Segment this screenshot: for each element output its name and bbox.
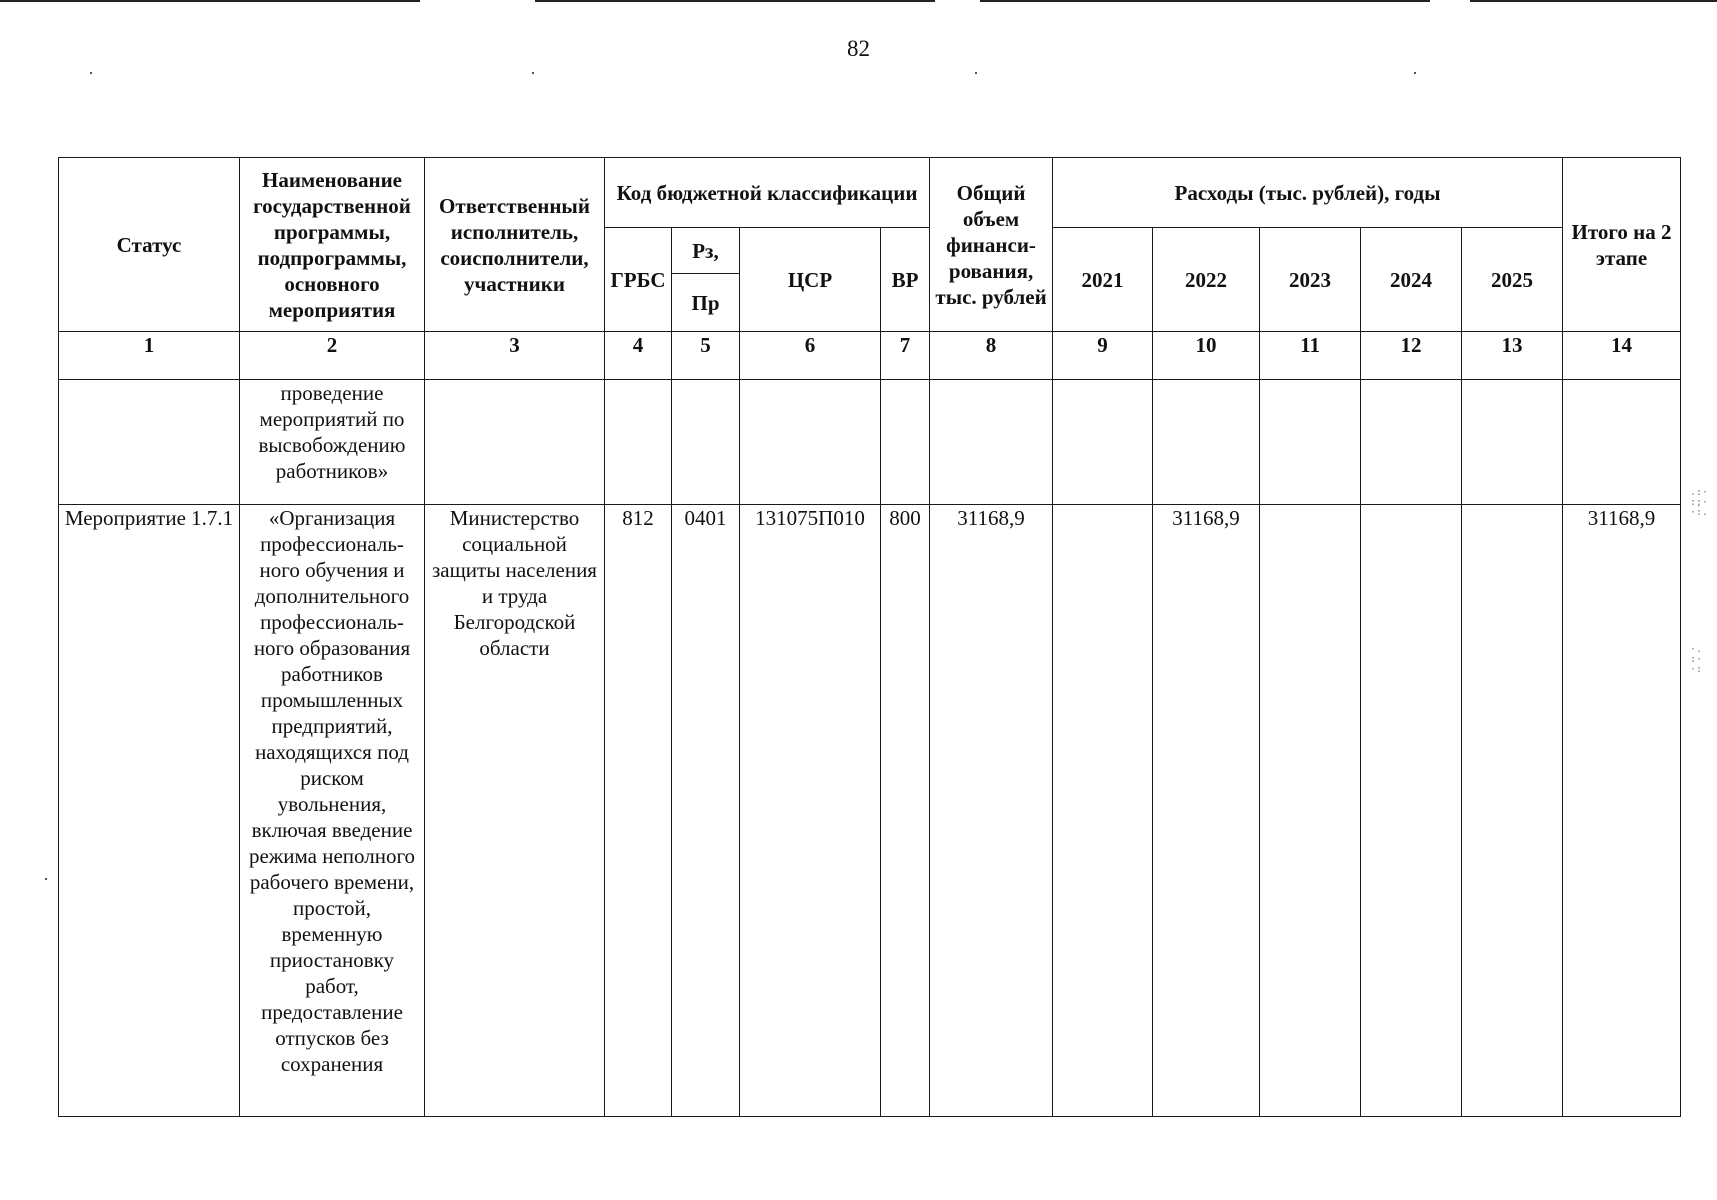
cell-year-2024	[1361, 380, 1462, 505]
cell-responsible	[425, 380, 605, 505]
cell-total-volume	[930, 380, 1053, 505]
column-number: 5	[672, 332, 740, 380]
cell-stage-total	[1563, 380, 1681, 505]
scan-artifact: .:· :;· ·:.	[1690, 487, 1709, 518]
cell-rzpr: 0401	[672, 505, 740, 1117]
header-year-2022: 2022	[1153, 228, 1260, 332]
cell-year-2024	[1361, 505, 1462, 1117]
cell-grbs: 812	[605, 505, 672, 1117]
column-number: 7	[881, 332, 930, 380]
table-row-continuation	[59, 380, 1681, 505]
cell-rzpr	[672, 380, 740, 505]
header-csr: ЦСР	[740, 228, 881, 332]
column-number: 3	[425, 332, 605, 380]
cell-year-2023	[1260, 505, 1361, 1117]
scan-speck	[90, 72, 92, 74]
scan-speck	[45, 878, 47, 880]
cell-responsible: Министерство социальной защиты населения и труда Белгородской области	[425, 505, 605, 1117]
cell-vr: 800	[881, 505, 930, 1117]
cell-grbs	[605, 380, 672, 505]
cell-total-volume: 31168,9	[930, 505, 1053, 1117]
column-number: 2	[240, 332, 425, 380]
scan-artifact: ·. :· ·:	[1690, 644, 1703, 675]
table-row-measure	[59, 505, 1681, 1117]
column-number: 1	[59, 332, 240, 380]
header-stage-total: Итого на 2 этапе	[1563, 158, 1681, 332]
header-year-2023: 2023	[1260, 228, 1361, 332]
column-number: 12	[1361, 332, 1462, 380]
cell-year-2023	[1260, 380, 1361, 505]
cell-year-2021	[1053, 505, 1153, 1117]
top-border-line	[0, 0, 420, 2]
cell-year-2025	[1462, 505, 1563, 1117]
header-total-volume: Общий объем финанси-рования, тыс. рублей	[930, 158, 1053, 332]
header-expenses-group: Расходы (тыс. рублей), годы	[1053, 158, 1563, 228]
header-program-name: Наименование государственной программы, подпрограммы, основного мероприятия	[240, 158, 425, 332]
cell-year-2022	[1153, 380, 1260, 505]
header-year-2024: 2024	[1361, 228, 1462, 332]
cell-year-2021	[1053, 380, 1153, 505]
column-number: 6	[740, 332, 881, 380]
cell-csr	[740, 380, 881, 505]
column-number: 8	[930, 332, 1053, 380]
cell-vr	[881, 380, 930, 505]
header-row	[59, 158, 1681, 228]
cell-program-name: проведение мероприятий по высвобождению работников»	[240, 380, 425, 505]
header-pr: Пр	[672, 274, 740, 332]
scan-speck	[532, 72, 534, 74]
scan-speck	[975, 72, 977, 74]
budget-table	[58, 157, 1681, 1117]
cell-stage-total: 31168,9	[1563, 505, 1681, 1117]
cell-csr: 131075П010	[740, 505, 881, 1117]
column-number: 10	[1153, 332, 1260, 380]
header-vr: ВР	[881, 228, 930, 332]
header-responsible: Ответственный исполнитель, соисполнители, участники	[425, 158, 605, 332]
top-border-line	[535, 0, 935, 2]
page-number: 82	[847, 36, 870, 61]
cell-year-2022: 31168,9	[1153, 505, 1260, 1117]
header-grbs: ГРБС	[605, 228, 672, 332]
header-rz: Рз,	[672, 228, 740, 274]
header-year-2021: 2021	[1053, 228, 1153, 332]
column-number: 14	[1563, 332, 1681, 380]
cell-program-name: «Организация профессиональ-ного обучения и дополнительного профессиональ-ного образования работников промышленных предприятий, находящихся под риском увольнения, включая введение режима неполного рабочего времени, простой, временную приостановку работ, предоставление отпусков без сохранения	[240, 505, 425, 1117]
top-border-line	[980, 0, 1430, 2]
top-border-line	[1470, 0, 1717, 2]
header-budget-code-group: Код бюджетной классификации	[605, 158, 930, 228]
header-year-2025: 2025	[1462, 228, 1563, 332]
cell-year-2025	[1462, 380, 1563, 505]
column-number: 9	[1053, 332, 1153, 380]
column-number: 13	[1462, 332, 1563, 380]
column-number-row	[59, 332, 1681, 380]
column-number: 11	[1260, 332, 1361, 380]
scan-speck	[1414, 72, 1416, 74]
header-status: Статус	[59, 158, 240, 332]
cell-status: Мероприятие 1.7.1	[59, 505, 240, 1117]
column-number: 4	[605, 332, 672, 380]
cell-status	[59, 380, 240, 505]
